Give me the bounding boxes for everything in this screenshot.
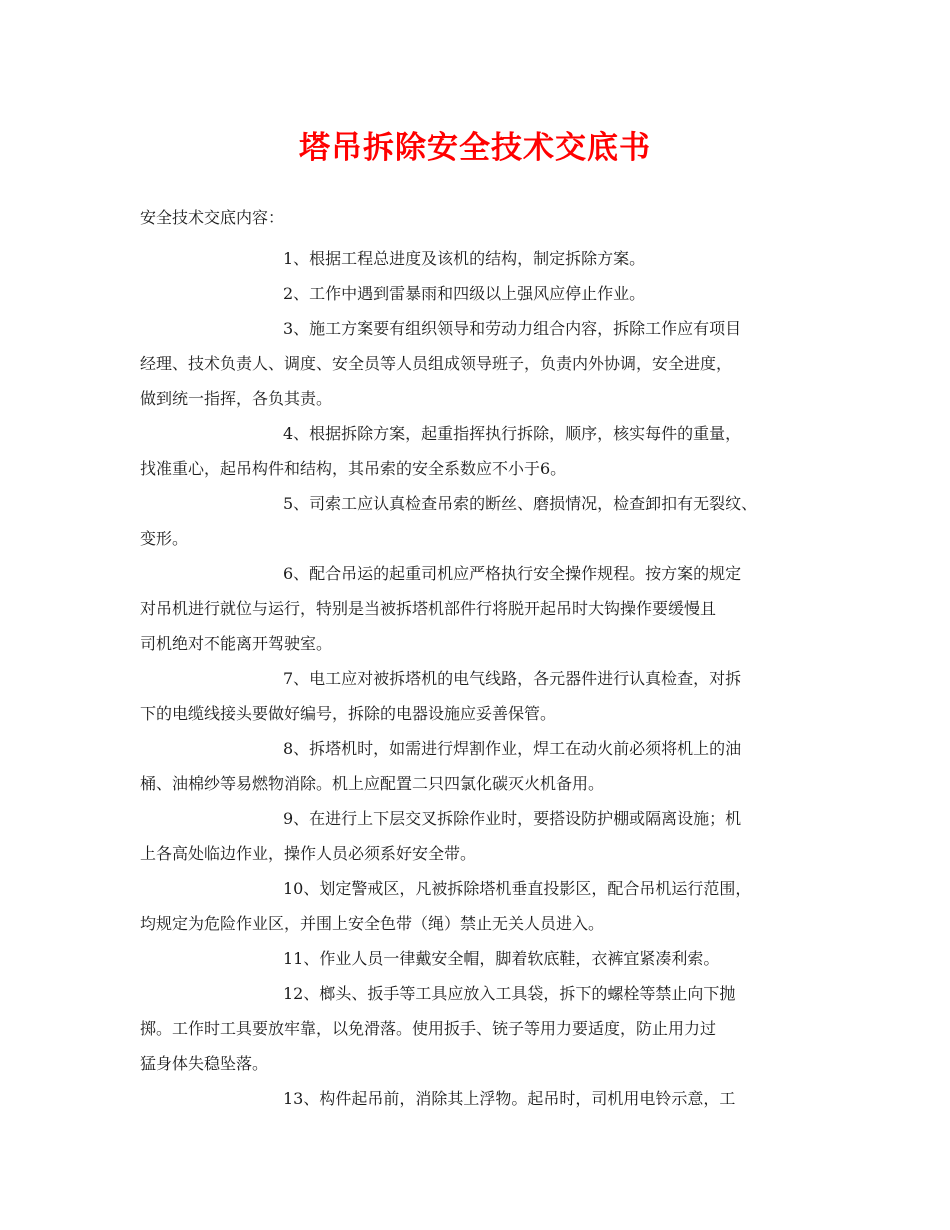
paragraph-line: 均规定为危险作业区，并围上安全色带（绳）禁止无关人员进入。 (140, 914, 605, 933)
paragraph-line: 13、构件起吊前，消除其上浮物。起吊时，司机用电铃示意，工 (283, 1089, 736, 1108)
paragraph-line: 12、榔头、扳手等工具应放入工具袋，拆下的螺栓等禁止向下抛 (283, 984, 736, 1003)
paragraph-line: 4、根据拆除方案，起重指挥执行拆除，顺序，核实每件的重量， (283, 424, 742, 443)
paragraph-line: 做到统一指挥，各负其责。 (140, 389, 333, 408)
paragraph-item (140, 486, 820, 556)
paragraph-item (140, 661, 820, 731)
paragraph-line: 变形。 (140, 529, 189, 548)
paragraph-item (140, 731, 820, 801)
paragraph-item (140, 976, 820, 1081)
paragraph-item (140, 941, 820, 976)
intro-heading: 安全技术交底内容： (140, 208, 285, 227)
paragraph-line: 9、在进行上下层交叉拆除作业时，要搭设防护棚或隔离设施；机 (283, 809, 742, 828)
paragraph-line: 找准重心，起吊构件和结构，其吊索的安全系数应不小于6。 (140, 459, 567, 478)
paragraph-line: 桶、油棉纱等易燃物消除。机上应配置二只四氯化碳灭火机备用。 (140, 774, 605, 793)
paragraph-line: 5、司索工应认真检查吊索的断丝、磨损情况，检查卸扣有无裂纹、 (283, 494, 758, 513)
paragraph-line: 对吊机进行就位与运行，特别是当被拆塔机部件行将脱开起吊时大钩操作要缓慢且 (140, 599, 717, 618)
paragraph-item (140, 276, 820, 311)
document-title: 塔吊拆除安全技术交底书 (299, 130, 651, 166)
paragraph-line: 经理、技术负责人、调度、安全员等人员组成领导班子，负责内外协调，安全进度， (140, 354, 733, 373)
paragraph-item (140, 801, 820, 871)
paragraph-item (140, 556, 820, 661)
paragraph-item (140, 311, 820, 416)
paragraph-line: 11、作业人员一律戴安全帽，脚着软底鞋，衣裤宜紧凑利索。 (283, 949, 720, 968)
paragraph-line: 6、配合吊运的起重司机应严格执行安全操作规程。按方案的规定 (283, 564, 742, 583)
paragraph-item (140, 241, 820, 276)
paragraph-line: 10、划定警戒区，凡被拆除塔机垂直投影区，配合吊机运行范围， (283, 879, 752, 898)
document-body (140, 241, 820, 1116)
paragraph-line: 1、根据工程总进度及该机的结构，制定拆除方案。 (283, 249, 646, 268)
paragraph-line: 2、工作中遇到雷暴雨和四级以上强风应停止作业。 (283, 284, 646, 303)
paragraph-line: 司机绝对不能离开驾驶室。 (140, 634, 333, 653)
paragraph-line: 8、拆塔机时，如需进行焊割作业，焊工在动火前必须将机上的油 (283, 739, 742, 758)
paragraph-line: 猛身体失稳坠落。 (140, 1054, 269, 1073)
paragraph-line: 7、电工应对被拆塔机的电气线路，各元器件进行认真检查，对拆 (283, 669, 742, 688)
paragraph-line: 上各高处临边作业，操作人员必须系好安全带。 (140, 844, 477, 863)
paragraph-line: 下的电缆线接头要做好编号，拆除的电器设施应妥善保管。 (140, 704, 557, 723)
paragraph-item (140, 871, 820, 941)
paragraph-line: 3、施工方案要有组织领导和劳动力组合内容，拆除工作应有项目 (283, 319, 742, 338)
paragraph-item (140, 1081, 820, 1116)
paragraph-item (140, 416, 820, 486)
paragraph-line: 掷。工作时工具要放牢靠，以免滑落。使用扳手、铳子等用力要适度，防止用力过 (140, 1019, 717, 1038)
